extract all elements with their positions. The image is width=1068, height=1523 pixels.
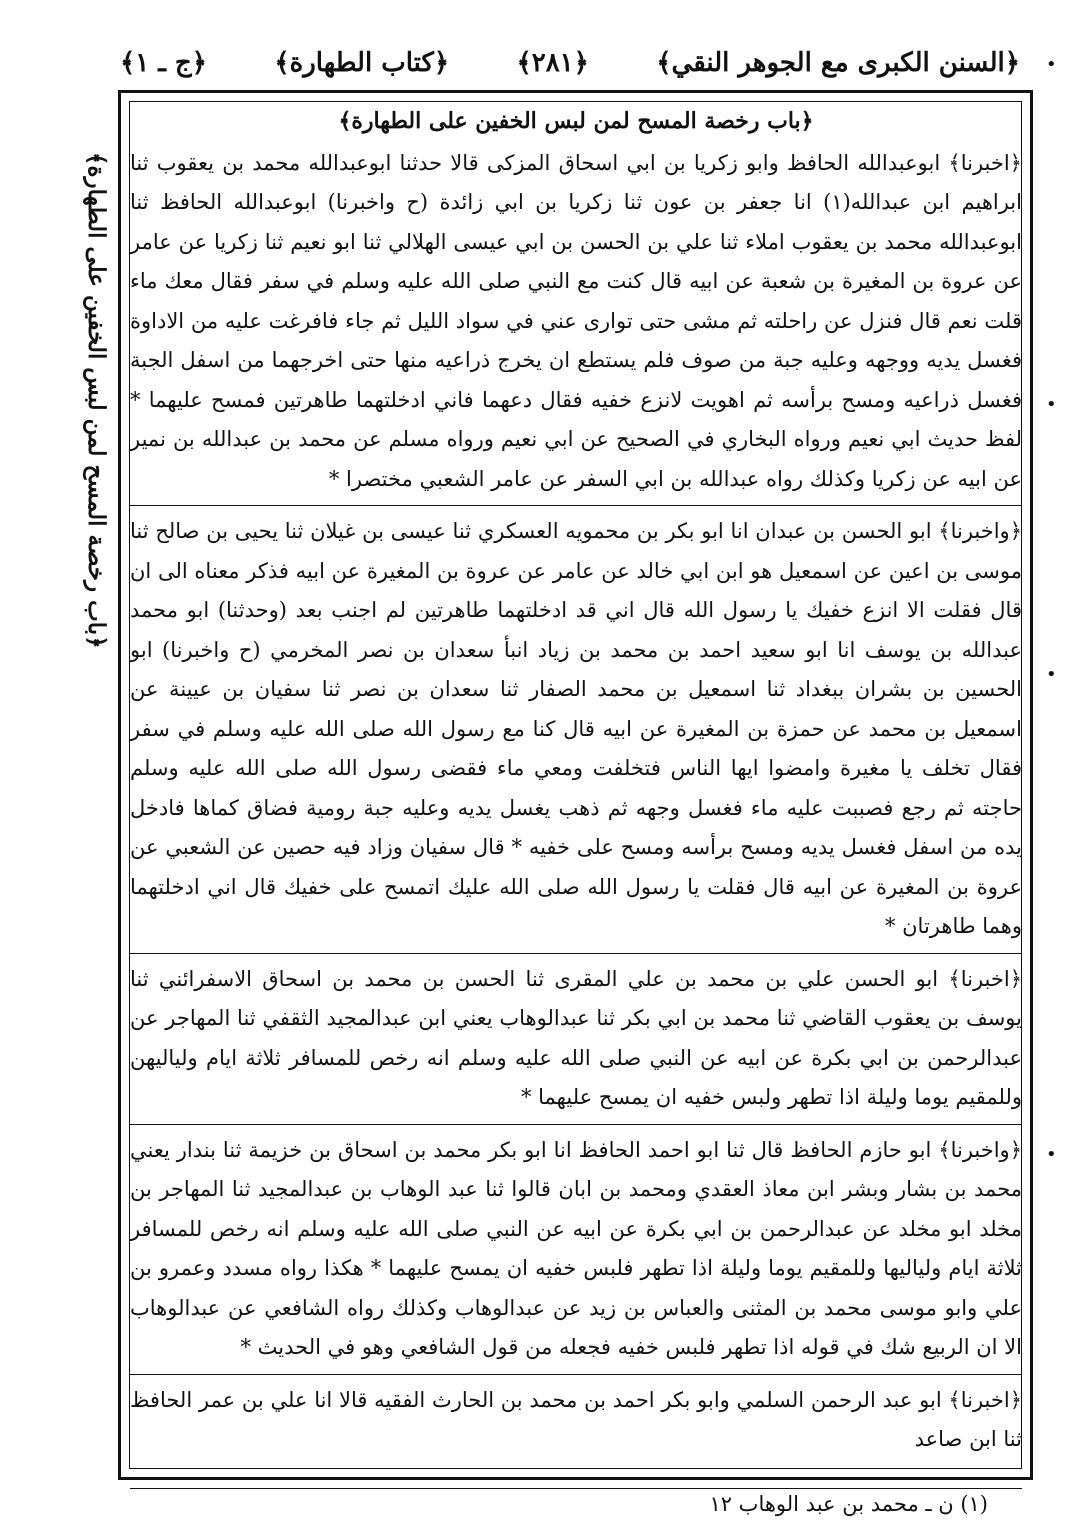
- hadith-paragraph: ﴿اخبرنا﴾ ابوعبدالله الحافظ وابو زكريا بن ابي اسحاق المزكى قالا حدثنا ابوعبدالله محمد بن يعقوب ثنا ابراهيم ابن عبدالله(١) انا جعفر بن عون ثنا زكريا بن ابي زائدة (ح واخبرنا) ابوعبدالله الحافظ ثنا ابوعبدالله محمد بن يعقوب املاء ثنا علي بن الحسن بن ابي عيسى الهلالي ثنا ابو نعيم ثنا زكريا عن عامر عن عروة بن المغيرة بن شعبة عن ابيه قال كنت مع النبي صلى الله عليه وسلم في سفر فقال معك ماء قلت نعم قال فنزل عن راحلته ثم مشى حتى توارى عني في سواد الليل ثم جاء فافرغت عليه من الاداوة فغسل يديه ووجهه وعليه جبة من صوف فلم يستطع ان يخرج ذراعيه منها حتى اخرجهما من اسفل الجبة فغسل ذراعيه ومسح برأسه ثم اهويت لانزع خفيه فقال دعهما فاني ادخلتهما طاهرتين فمسح عليهما * لفظ حديث ابي نعيم ورواه البخاري في الصحيح عن ابي نعيم ورواه مسلم عن محمد بن عبدالله بن نمير عن ابيه عن زكريا وكذلك رواه عبدالله بن ابي السفر عن عامر الشعبي مختصرا *: [130, 150, 1022, 491]
- hadith-paragraph: ﴿واخبرنا﴾ ابو الحسن بن عبدان انا ابو بكر بن محمويه العسكري ثنا عيسى بن غيلان ثنا يحيى بن صالح ثنا موسى بن اعين عن اسمعيل هو ابن ابي خالد عن عامر عن عروة بن المغيرة عن ابيه فذكر معناه الى ان قال فقلت الا انزع خفيك يا رسول الله قال اني قد ادخلتهما طاهرتين لم اجنب بعد (وحدثنا) ابو محمد عبدالله بن يوسف انا ابو سعيد احمد بن محمد بن زياد انبأ سعدان بن نصر المخرمي (ح واخبرنا) ابو الحسين بن بشران ببغداد ثنا اسمعيل بن محمد الصفار ثنا سعدان بن نصر ثنا سفيان بن عيينة عن اسمعيل بن محمد عن حمزة بن المغيرة عن ابيه قال كنا مع رسول الله صلى الله عليه وسلم في سفر فقال تخلف يا مغيرة وامضوا ايها الناس فتخلفت ومعي ماء فقضى رسول الله صلى الله عليه وسلم حاجته ثم رجع فصببت عليه ماء فغسل وجهه ثم ذهب يغسل يديه وعليه جبة رومية فضاق كماها فادخل يده من اسفل فغسل يديه ومسح برأسه ومسح على خفيه * قال سفيان وزاد فيه حصين عن الشعبي عن عروة بن المغيرة عن ابيه قال فقلت يا رسول الله صلى الله عليك اتمسح على خفيك قال اني ادخلتهما وهما طاهرتان *: [130, 519, 1023, 938]
- hadith-paragraph: ﴿اخبرنا﴾ ابو عبد الرحمن السلمي وابو بكر احمد بن محمد بن الحارث الفقيه قالا انا علي بن عمر الحافظ ثنا ابن صاعد: [130, 1387, 1022, 1451]
- footnote: (١) ن ـ محمد بن عبد الوهاب ١٢: [709, 1492, 988, 1516]
- volume-label: ﴿ج ـ ١﴾: [120, 48, 207, 78]
- page-header: [120, 40, 1020, 86]
- chapter-title: ﴿باب رخصة المسح لمن لبس الخفين على الطهارة﴾: [338, 108, 814, 134]
- margin-dot: •: [1046, 54, 1057, 75]
- main-text: [130, 102, 1022, 1472]
- hadith-paragraph: ﴿واخبرنا﴾ ابو حازم الحافظ قال ثنا ابو احمد الحافظ انا ابو بكر محمد بن اسحاق بن خزيمة ثنا بندار يعني محمد بن بشار وبشر ابن معاذ العقدي ومحمد بن ابان قالوا ثنا عبد الوهاب بن عبدالمجيد ثنا المهاجر بن مخلد ابو مخلد عن عبدالرحمن بن ابي بكرة عن ابيه عن النبي صلى الله عليه وسلم انه رخص للمسافر ثلاثة ايام ولياليها وللمقيم يوما وليلة اذا تطهر فلبس خفيه ان يمسح عليهما * هكذا رواه مسدد وعمرو بن علي وابو موسى محمد بن المثنى والعباس بن زيد عن عبدالوهاب وكذلك رواه الشافعي عن عبدالوهاب الا ان الربيع شك في قوله اذا تطهر فلبس خفيه فجعله من قول الشافعي وهو في الحديث *: [130, 1137, 1022, 1359]
- paragraph-divider: [130, 953, 1022, 954]
- book-title: ﴿السنن الكبرى مع الجوهر النقي﴾: [656, 48, 1020, 78]
- side-chapter-title: ﴿باب رخصة المسح لمن لبس الخفين على الطهارة﴾: [83, 151, 110, 649]
- paragraph-divider: [130, 1124, 1022, 1125]
- margin-dot: •: [1046, 664, 1057, 685]
- hadith-paragraph: ﴿اخبرنا﴾ ابو الحسن علي بن محمد بن علي المقرى ثنا الحسن بن محمد بن اسحاق الاسفرائني ثنا يوسف بن يعقوب القاضي ثنا محمد بن ابي بكر ثنا عبدالوهاب يعني ابن عبدالمجيد الثقفي ثنا المهاجر عن عبدالرحمن بن ابي بكرة عن ابيه عن النبي صلى الله عليه وسلم انه رخص للمسافر ثلاثة ايام ولياليهن وللمقيم يوما وليلة اذا تطهر ولبس خفيه ان يمسح عليهما *: [130, 966, 1022, 1109]
- section-title: ﴿كتاب الطهارة﴾: [274, 48, 450, 78]
- page-number: ﴿٢٨١﴾: [516, 48, 589, 78]
- margin-dot: •: [1046, 394, 1057, 415]
- paragraph-divider: [130, 505, 1022, 506]
- footnote-rule: [130, 1488, 1022, 1489]
- paragraph-divider: [130, 1374, 1022, 1375]
- margin-dot: •: [1046, 1144, 1057, 1165]
